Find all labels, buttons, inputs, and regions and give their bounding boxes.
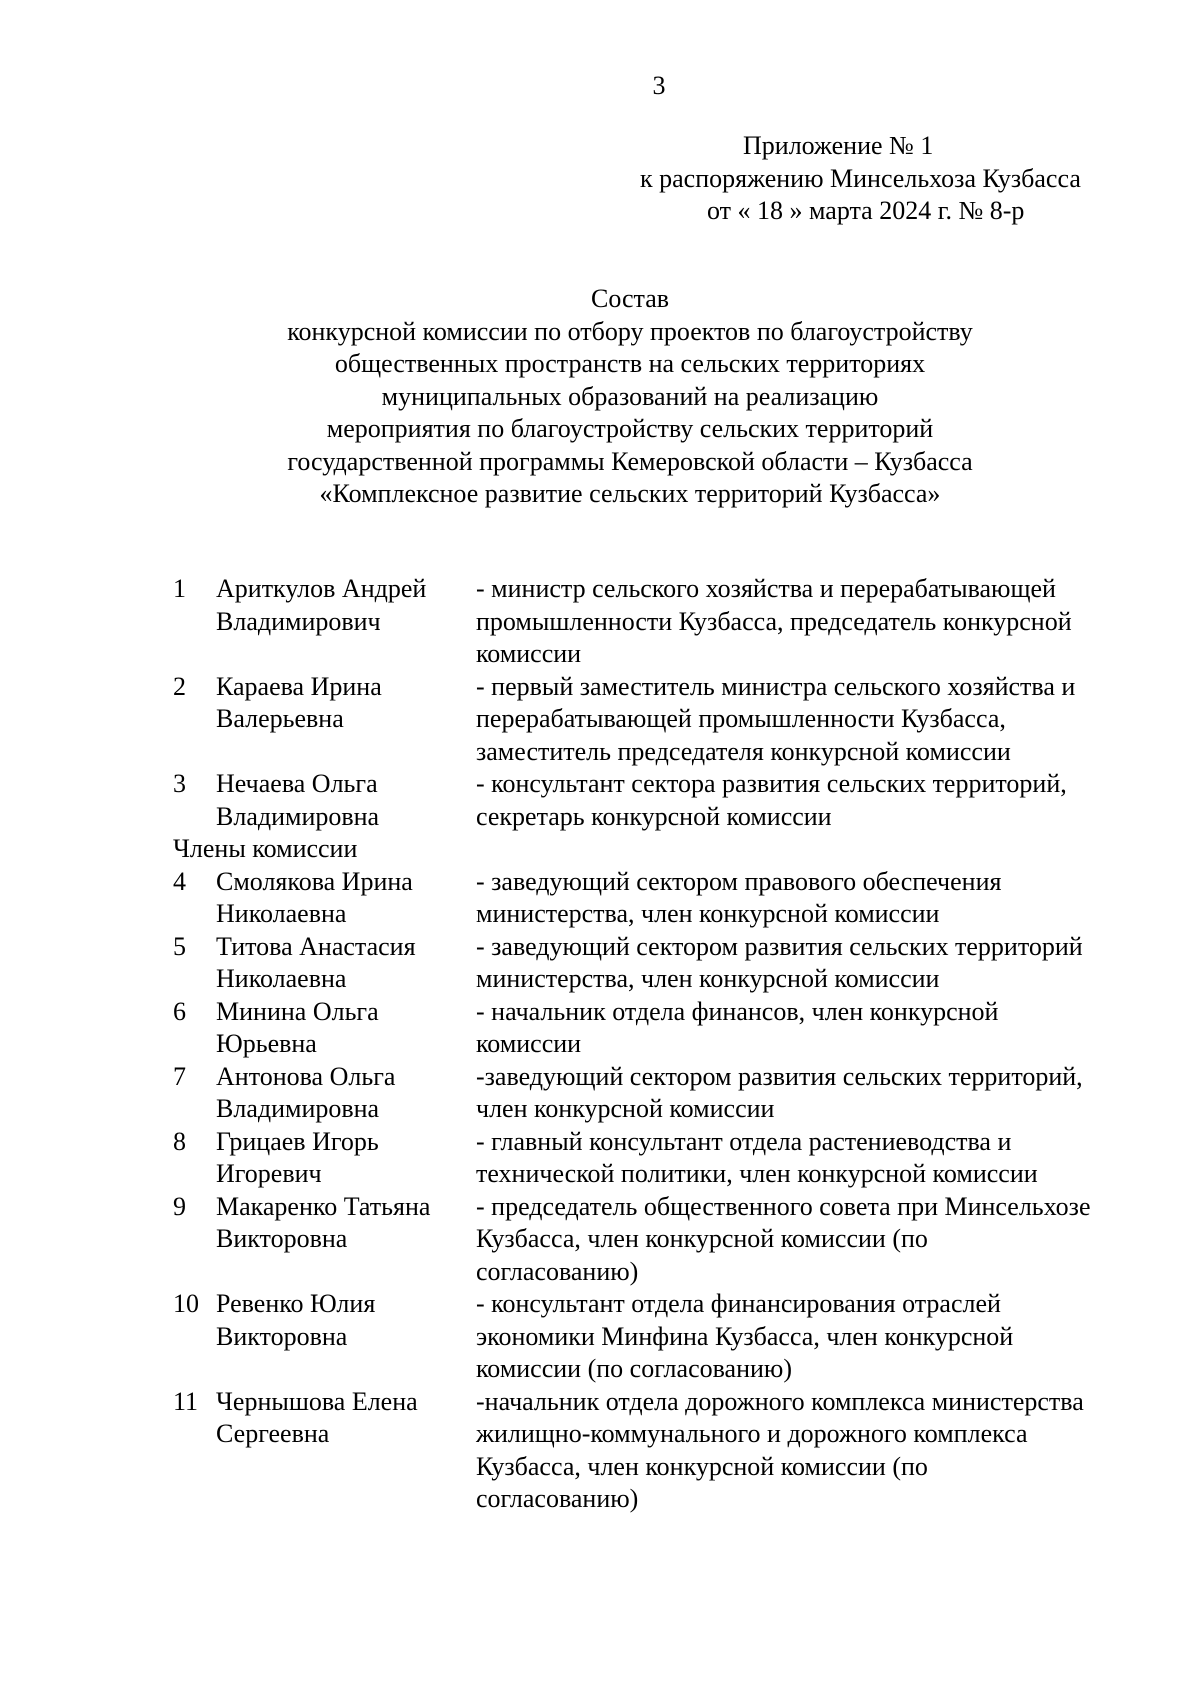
- members-section-label: Члены комиссии: [173, 834, 358, 863]
- member-position-line: -заведующий сектором развития сельских территорий,: [476, 1061, 1083, 1091]
- member-name-line: Николаевна: [216, 899, 347, 928]
- member-number: 8: [173, 1126, 186, 1156]
- member-name: [216, 1386, 476, 1451]
- member-position-line: экономики Минфина Кузбасса, член конкурсной: [476, 1321, 1014, 1351]
- member-position-line: Кузбасса, член конкурсной комиссии (по: [476, 1451, 928, 1481]
- member-number: 6: [173, 996, 186, 1026]
- member-position-line: - главный консультант отдела растениеводства и: [476, 1126, 1012, 1156]
- member-position-line: - заведующий сектором правового обеспечения: [476, 866, 1002, 896]
- member-name-line: Игоревич: [216, 1159, 322, 1188]
- title-line-5: мероприятия по благоустройству сельских территорий: [326, 414, 934, 443]
- member-position-line: комиссии: [476, 639, 582, 668]
- member-position: [476, 1386, 1153, 1516]
- member-name-line: Владимировна: [216, 801, 380, 831]
- member-position: [476, 931, 1153, 996]
- member-name: [216, 768, 476, 833]
- member-number: 11: [173, 1386, 199, 1416]
- appendix-line-2: к распоряжению Минсельхоза Кузбасса: [640, 163, 1081, 193]
- member-position-line: - начальник отдела финансов, член конкурсной: [476, 996, 999, 1026]
- member-name-line: Викторовна: [216, 1321, 348, 1351]
- document-title: [180, 283, 1080, 511]
- member-position-line: -начальник отдела дорожного комплекса министерства: [476, 1386, 1084, 1416]
- member-name-line: Антонова Ольга: [216, 1061, 396, 1091]
- member-name: [216, 1061, 476, 1126]
- member-row: [173, 768, 1153, 833]
- member-number: 4: [173, 866, 186, 896]
- members-list: [173, 573, 1153, 1516]
- member-name-line: Нечаева Ольга: [216, 769, 378, 798]
- appendix-line-1: Приложение № 1: [743, 131, 934, 160]
- member-position-line: Кузбасса, член конкурсной комиссии (по: [476, 1224, 928, 1253]
- page-number: 3: [652, 71, 666, 100]
- member-position: [476, 1288, 1153, 1386]
- member-name: [216, 996, 476, 1061]
- member-position-line: технической политики, член конкурсной комиссии: [476, 1159, 1038, 1188]
- member-position: [476, 1061, 1153, 1126]
- member-position-line: - министр сельского хозяйства и перерабатывающей: [476, 574, 1056, 603]
- member-position: [476, 1126, 1153, 1191]
- member-row: [173, 671, 1153, 769]
- member-name: [216, 1126, 476, 1191]
- member-name-line: Смолякова Ирина: [216, 866, 413, 896]
- member-name-line: Николаевна: [216, 964, 347, 993]
- member-name-line: Макаренко Татьяна: [216, 1191, 431, 1221]
- member-position-line: заместитель председателя конкурсной комиссии: [476, 736, 1011, 766]
- member-name: [216, 1191, 476, 1256]
- member-position-line: комиссии: [476, 1029, 582, 1058]
- member-position: [476, 573, 1153, 671]
- member-name-line: Владимирович: [216, 606, 381, 636]
- member-row: [173, 996, 1153, 1061]
- member-name-line: Чернышова Елена: [216, 1386, 418, 1416]
- member-name-line: Грицаев Игорь: [216, 1126, 379, 1156]
- member-row: [173, 931, 1153, 996]
- member-position-line: - первый заместитель министра сельского хозяйства и: [476, 671, 1076, 701]
- member-number: 5: [173, 931, 186, 961]
- member-name-line: Викторовна: [216, 1224, 348, 1253]
- member-name-line: Ариткулов Андрей: [216, 574, 427, 603]
- title-line-3: общественных пространств на сельских территориях: [334, 349, 926, 378]
- member-row: [173, 1288, 1153, 1386]
- member-number: 9: [173, 1191, 186, 1221]
- member-name: [216, 931, 476, 996]
- member-position-line: согласованию): [476, 1256, 639, 1286]
- title-line-2: конкурсной комиссии по отбору проектов по благоустройству: [287, 316, 973, 346]
- member-name-line: Сергеевна: [216, 1419, 330, 1448]
- member-position-line: - председатель общественного совета при Минсельхозе: [476, 1191, 1091, 1221]
- member-row: [173, 1386, 1153, 1516]
- member-position: [476, 996, 1153, 1061]
- member-name-line: Юрьевна: [216, 1029, 317, 1058]
- title-line-1: Состав: [590, 284, 670, 313]
- member-name: [216, 573, 476, 638]
- member-name-line: Валерьевна: [216, 704, 344, 733]
- member-position-line: - консультант отдела финансирования отраслей: [476, 1289, 1001, 1318]
- member-position-line: промышленности Кузбасса, председатель конкурсной: [476, 606, 1072, 636]
- member-name-line: Караева Ирина: [216, 671, 382, 701]
- member-number: 3: [173, 769, 186, 798]
- appendix-header: [640, 130, 1160, 228]
- member-row: [173, 573, 1153, 671]
- member-position-line: перерабатывающей промышленности Кузбасса,: [476, 704, 1006, 733]
- member-position: [476, 866, 1153, 931]
- member-position: [476, 768, 1153, 833]
- member-number: 10: [173, 1289, 199, 1318]
- member-row: [173, 866, 1153, 931]
- member-name-line: Ревенко Юлия: [216, 1289, 376, 1318]
- member-position-line: комиссии (по согласованию): [476, 1354, 792, 1383]
- member-number: 7: [173, 1061, 186, 1091]
- member-number: 1: [173, 574, 186, 603]
- title-line-4: муниципальных образований на реализацию: [381, 381, 879, 411]
- member-number: 2: [173, 671, 186, 701]
- member-position-line: министерства, член конкурсной комиссии: [476, 899, 940, 928]
- member-name-line: Минина Ольга: [216, 996, 379, 1026]
- title-line-6: государственной программы Кемеровской области – Кузбасса: [287, 446, 973, 476]
- member-name-line: Владимировна: [216, 1094, 380, 1123]
- member-position-line: - заведующий сектором развития сельских территорий: [476, 931, 1083, 961]
- member-position: [476, 1191, 1153, 1289]
- member-name: [216, 671, 476, 736]
- member-row: [173, 1126, 1153, 1191]
- member-position-line: - консультант сектора развития сельских территорий,: [476, 769, 1067, 798]
- member-name: [216, 866, 476, 931]
- member-position-line: член конкурсной комиссии: [476, 1094, 775, 1123]
- member-position-line: жилищно-коммунального и дорожного комплекса: [476, 1419, 1028, 1448]
- member-position-line: министерства, член конкурсной комиссии: [476, 964, 940, 993]
- member-row: [173, 1191, 1153, 1289]
- title-line-7: «Комплексное развитие сельских территорий Кузбасса»: [319, 479, 941, 508]
- member-position-line: секретарь конкурсной комиссии: [476, 801, 832, 831]
- member-position: [476, 671, 1153, 769]
- member-row: [173, 1061, 1153, 1126]
- member-name: [216, 1288, 476, 1353]
- member-position-line: согласованию): [476, 1484, 639, 1513]
- appendix-line-3: от « 18 » марта 2024 г. № 8-р: [707, 196, 1025, 225]
- member-name-line: Титова Анастасия: [216, 931, 416, 961]
